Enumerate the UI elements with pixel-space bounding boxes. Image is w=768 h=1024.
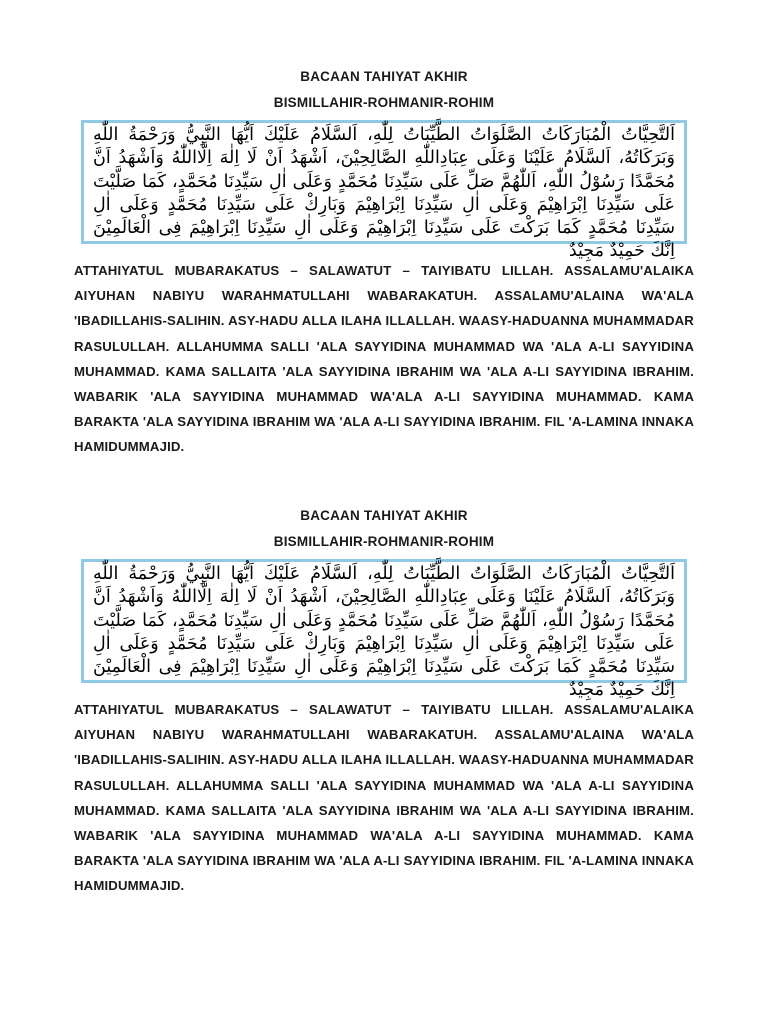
- arabic-text-box: [81, 559, 687, 701]
- arabic-prayer-text: اَلتَّحِيَّاتُ الْمُبَارَكَاتُ الصَّلَوَاتُ الطَّيِّبَاتُ لِلّٰهِ، اَلسَّلَامُ عَلَيْكَ اَيُّهَا النَّبِيُّ وَرَحْمَةُ اللّٰهِ وَبَرَكَاتُهُ، اَلسَّلَامُ عَلَيْنَا وَعَلَى عِبَادِاللّٰهِ الصَّالِحِيْنَ، اَشْهَدُ اَنْ لَا اِلٰهَ اِلَّااللّٰهُ وَاَشْهَدُ اَنَّ مُحَمَّدًا رَسُوْلُ اللّٰهِ، اَللّٰهُمَّ صَلِّ عَلَى سَيِّدِنَا مُحَمَّدٍ وَعَلَى اٰلِ سَيِّدِنَا مُحَمَّدٍ، كَمَا صَلَّيْتَ عَلَى سَيِّدِنَا اِبْرَاهِيْمَ وَعَلَى اٰلِ سَيِّدِنَا اِبْرَاهِيْمَ وَبَارِكْ عَلَى سَيِّدِنَا مُحَمَّدٍ وَعَلَى اٰلِ سَيِّدِنَا مُحَمَّدٍ كَمَا بَرَكْتَ عَلَى سَيِّدِنَا اِبْرَاهِيْمَ وَعَلَى اٰلِ سَيِّدِنَا اِبْرَاهِيْمَ فِى الْعَالَمِيْنَ اِنَّكَ حَمِيْدٌ مَجِيْدٌ: [93, 125, 675, 262]
- arabic-text-box: [81, 120, 687, 262]
- section-title: BACAAN TAHIYAT AKHIR: [300, 508, 468, 523]
- transliteration-paragraph: ATTAHIYATUL MUBARAKATUS – SALAWATUT – TAIYIBATU LILLAH. ASSALAMU'ALAIKA AIYUHAN NABIYU WARAHMATULLAHI WABARAKATUH. ASSALAMU'ALAINA WA'ALA 'IBADILLAHIS-SALIHIN. ASY-HADU ALLA ILAHA ILLALLAH. WAASY-HADUANNA MUHAMMADAR RASULULLAH. ALLAHUMMA SALLI 'ALA SAYYIDINA MUHAMMAD WA 'ALA A-LI SAYYIDINA MUHAMMAD. KAMA SALLAITA 'ALA SAYYIDINA IBRAHIM WA 'ALA A-LI SAYYIDINA IBRAHIM. WABARIK 'ALA SAYYIDINA MUHAMMAD WA'ALA A-LI SAYYIDINA MUHAMMAD. KAMA BARAKTA 'ALA SAYYIDINA IBRAHIM WA 'ALA A-LI SAYYIDINA IBRAHIM. FIL 'A-LAMINA INNAKA HAMIDUMMAJID.: [74, 263, 694, 455]
- tahiyat-section-2: [74, 503, 694, 899]
- transliteration-paragraph: ATTAHIYATUL MUBARAKATUS – SALAWATUT – TAIYIBATU LILLAH. ASSALAMU'ALAIKA AIYUHAN NABIYU WARAHMATULLAHI WABARAKATUH. ASSALAMU'ALAINA WA'ALA 'IBADILLAHIS-SALIHIN. ASY-HADU ALLA ILAHA ILLALLAH. WAASY-HADUANNA MUHAMMADAR RASULULLAH. ALLAHUMMA SALLI 'ALA SAYYIDINA MUHAMMAD WA 'ALA A-LI SAYYIDINA MUHAMMAD. KAMA SALLAITA 'ALA SAYYIDINA IBRAHIM WA 'ALA A-LI SAYYIDINA IBRAHIM. WABARIK 'ALA SAYYIDINA MUHAMMAD WA'ALA A-LI SAYYIDINA MUHAMMAD. KAMA BARAKTA 'ALA SAYYIDINA IBRAHIM WA 'ALA A-LI SAYYIDINA IBRAHIM. FIL 'A-LAMINA INNAKA HAMIDUMMAJID.: [74, 702, 694, 894]
- section-subtitle: BISMILLAHIR-ROHMANIR-ROHIM: [273, 534, 495, 549]
- tahiyat-section-1: [74, 64, 694, 460]
- arabic-prayer-text: اَلتَّحِيَّاتُ الْمُبَارَكَاتُ الصَّلَوَاتُ الطَّيِّبَاتُ لِلّٰهِ، اَلسَّلَامُ عَلَيْكَ اَيُّهَا النَّبِيُّ وَرَحْمَةُ اللّٰهِ وَبَرَكَاتُهُ، اَلسَّلَامُ عَلَيْنَا وَعَلَى عِبَادِاللّٰهِ الصَّالِحِيْنَ، اَشْهَدُ اَنْ لَا اِلٰهَ اِلَّااللّٰهُ وَاَشْهَدُ اَنَّ مُحَمَّدًا رَسُوْلُ اللّٰهِ، اَللّٰهُمَّ صَلِّ عَلَى سَيِّدِنَا مُحَمَّدٍ وَعَلَى اٰلِ سَيِّدِنَا مُحَمَّدٍ، كَمَا صَلَّيْتَ عَلَى سَيِّدِنَا اِبْرَاهِيْمَ وَعَلَى اٰلِ سَيِّدِنَا اِبْرَاهِيْمَ وَبَارِكْ عَلَى سَيِّدِنَا مُحَمَّدٍ وَعَلَى اٰلِ سَيِّدِنَا مُحَمَّدٍ كَمَا بَرَكْتَ عَلَى سَيِّدِنَا اِبْرَاهِيْمَ وَعَلَى اٰلِ سَيِّدِنَا اِبْرَاهِيْمَ فِى الْعَالَمِيْنَ اِنَّكَ حَمِيْدٌ مَجِيْدٌ: [93, 564, 675, 701]
- section-subtitle: BISMILLAHIR-ROHMANIR-ROHIM: [273, 95, 495, 110]
- section-title: BACAAN TAHIYAT AKHIR: [300, 69, 468, 84]
